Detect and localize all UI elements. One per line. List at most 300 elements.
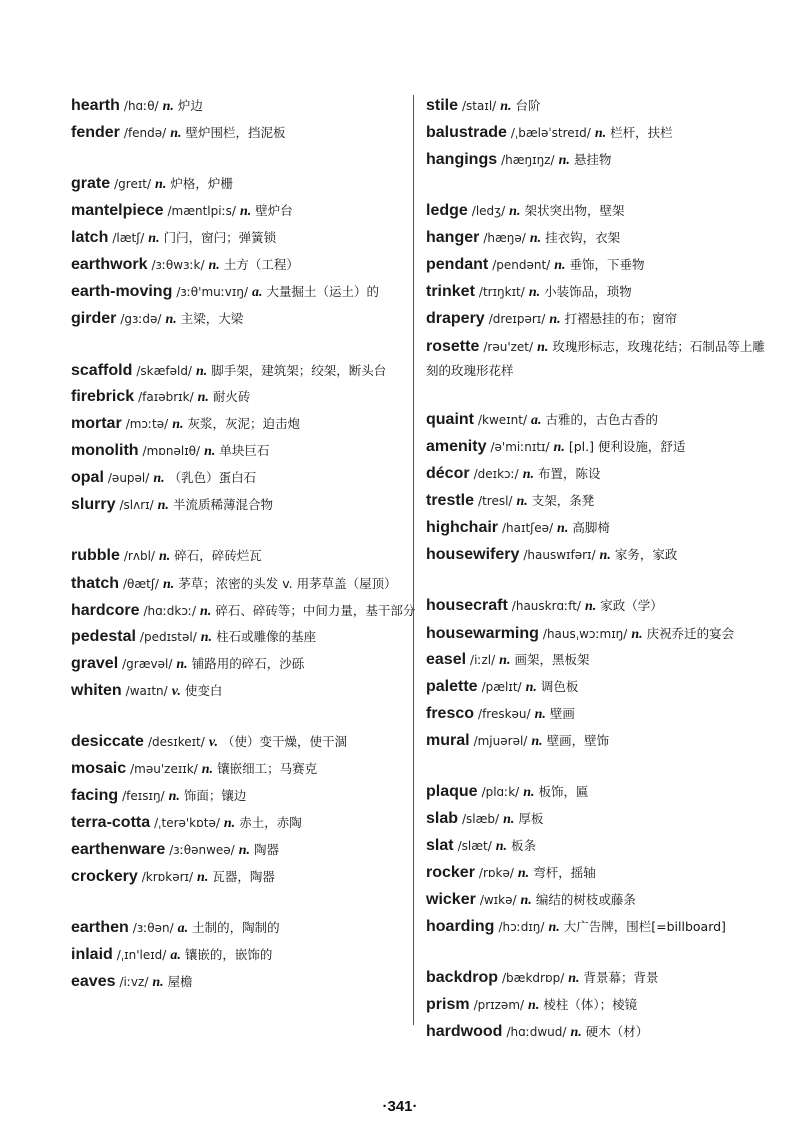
part-of-speech: n.: [520, 893, 532, 908]
headword: plaque: [426, 783, 478, 800]
headword: quaint: [426, 411, 474, 428]
definition: 厚板: [518, 811, 544, 826]
entry-pedestal: [71, 624, 416, 651]
definition: 大量掘土（运土）的: [266, 284, 380, 299]
headword: earth-moving: [71, 283, 173, 300]
entry-highchair: [426, 515, 771, 542]
entry-latch: [71, 225, 416, 252]
headword: whiten: [71, 682, 122, 699]
headword: monolith: [71, 442, 139, 459]
phonetic: /skæfəld/: [136, 364, 192, 378]
part-of-speech: n.: [495, 839, 508, 854]
entry-earthwork: [71, 252, 416, 279]
part-of-speech: n.: [570, 1025, 582, 1040]
entry-prism: [426, 992, 771, 1019]
headword: facing: [71, 787, 119, 804]
definition: 栏杆，扶栏: [610, 125, 673, 140]
definition: 架状突出物，壁架: [524, 203, 625, 218]
part-of-speech: n.: [529, 231, 542, 246]
phonetic: /ˌterə'kɒtə/: [154, 816, 220, 830]
definition: 壁炉台: [255, 203, 293, 218]
definition: 碎石、碎砖等；中间力量，基干部分: [215, 603, 416, 618]
part-of-speech: n.: [200, 604, 212, 619]
definition: 壁画，壁饰: [546, 733, 610, 748]
part-of-speech: n.: [548, 920, 560, 935]
entry-girder: [71, 306, 416, 333]
headword: girder: [71, 310, 117, 327]
phonetic: /greɪt/: [114, 177, 152, 191]
phonetic: /ɜːθ'muːvɪŋ/: [176, 285, 248, 299]
part-of-speech: n.: [599, 548, 611, 563]
group-spacer: [71, 519, 416, 543]
headword: trestle: [426, 492, 475, 509]
definition: 赤土，赤陶: [239, 815, 302, 830]
entry-crockery: [71, 864, 416, 891]
phonetic: /rɒkə/: [478, 866, 514, 880]
phonetic: /bækdrɒp/: [502, 971, 565, 985]
definition: 硬木（材）: [585, 1024, 649, 1039]
headword: hardcore: [71, 602, 140, 619]
headword: gravel: [71, 655, 119, 672]
phonetic: /ɜːθwɜːk/: [151, 258, 205, 272]
phonetic: /hæŋɪŋz/: [501, 153, 555, 167]
phonetic: /pendənt/: [492, 258, 551, 272]
entry-balustrade: [426, 120, 771, 147]
phonetic: /məu'zeɪɪk/: [130, 762, 198, 776]
definition: 板饰，匾: [538, 784, 589, 799]
part-of-speech: n.: [223, 816, 236, 831]
entry-group: [426, 407, 771, 569]
part-of-speech: n.: [631, 627, 643, 642]
column-divider: [413, 95, 414, 1025]
headword: slurry: [71, 496, 116, 513]
definition: [pl.] 便利设施，舒适: [568, 439, 686, 454]
headword: hangings: [426, 151, 498, 168]
part-of-speech: n.: [503, 812, 515, 827]
entry-eaves: [71, 969, 416, 996]
definition: 大广告牌，围栏[=billboard]: [563, 919, 726, 934]
entry-group: [426, 779, 771, 941]
headword: scaffold: [71, 362, 133, 379]
phonetic: /ɜːθənweə/: [169, 843, 235, 857]
definition: 调色板: [540, 679, 579, 694]
headword: palette: [426, 678, 478, 695]
part-of-speech: n.: [148, 231, 160, 246]
headword: amenity: [426, 438, 487, 455]
definition: 使变白: [184, 683, 223, 698]
headword: wicker: [426, 891, 476, 908]
definition: 柱石或雕像的基座: [216, 629, 317, 644]
definition: 半流质稀薄混合物: [172, 497, 273, 512]
definition: 板条: [511, 838, 537, 853]
definition: 土方（工程）: [223, 257, 299, 272]
entry-firebrick: [71, 384, 416, 411]
definition: 瓦器，陶器: [212, 869, 275, 884]
definition: 悬挂物: [573, 152, 612, 167]
part-of-speech: n.: [195, 364, 208, 379]
entry-d-cor: [426, 461, 771, 488]
part-of-speech: n.: [537, 340, 549, 355]
entry-group: [71, 357, 416, 519]
part-of-speech: n.: [239, 204, 252, 219]
phonetic: /slʌrɪ/: [119, 498, 154, 512]
entry-thatch: [71, 570, 416, 597]
headword: easel: [426, 651, 467, 668]
entry-drapery: [426, 306, 771, 333]
definition: 垂饰，下垂物: [569, 257, 645, 272]
group-spacer: [71, 333, 416, 357]
phonetic: /dreɪpərɪ/: [488, 312, 546, 326]
headword: earthenware: [71, 841, 166, 858]
entry-backdrop: [426, 965, 771, 992]
headword: drapery: [426, 310, 485, 327]
phonetic: /gɜːdə/: [120, 312, 162, 326]
headword: latch: [71, 229, 109, 246]
phonetic: /rʌbl/: [123, 549, 155, 563]
phonetic: /plɑːk/: [481, 785, 520, 799]
headword: hardwood: [426, 1023, 503, 1040]
phonetic: /iːzl/: [470, 653, 496, 667]
definition: 主梁，大梁: [180, 311, 244, 326]
phonetic: /fendə/: [123, 126, 167, 140]
phonetic: /hauswɪfərɪ/: [523, 548, 596, 562]
entry-grate: [71, 171, 416, 198]
entry-hardwood: [426, 1019, 771, 1046]
phonetic: /hɑːdkɔː/: [143, 604, 197, 618]
headword: crockery: [71, 868, 138, 885]
entry-plaque: [426, 779, 771, 806]
part-of-speech: n.: [516, 494, 528, 509]
headword: firebrick: [71, 388, 135, 405]
definition: 台阶: [515, 98, 541, 113]
part-of-speech: a.: [170, 948, 181, 963]
entry-amenity: [426, 434, 771, 461]
part-of-speech: n.: [584, 599, 597, 614]
definition: 门闩，窗闩；弹簧锁: [163, 230, 277, 245]
entry-fresco: [426, 701, 771, 728]
phonetic: /prɪzəm/: [473, 998, 525, 1012]
definition: 打褶悬挂的布；窗帘: [564, 311, 678, 326]
headword: fender: [71, 124, 120, 141]
entry-housewifery: [426, 542, 771, 569]
definition: （乳色）蛋白石: [168, 470, 257, 485]
part-of-speech: n.: [517, 866, 530, 881]
part-of-speech: n.: [525, 680, 537, 695]
definition: 家政（学）: [600, 598, 663, 613]
headword: rocker: [426, 864, 475, 881]
definition: 饰面；镶边: [183, 788, 247, 803]
phonetic: /pælɪt/: [481, 680, 522, 694]
headword: earthen: [71, 919, 129, 936]
phonetic: /kweɪnt/: [478, 413, 528, 427]
definition: 碎石，碎砖烂瓦: [174, 548, 262, 563]
definition: 陶器: [253, 842, 279, 857]
group-spacer: [426, 383, 771, 407]
entry-stile: [426, 93, 771, 120]
part-of-speech: n.: [197, 390, 209, 405]
entry-group: [71, 543, 416, 705]
entry-monolith: [71, 438, 416, 465]
phonetic: /ə'miːnɪtɪ/: [490, 440, 550, 454]
part-of-speech: n.: [153, 471, 165, 486]
entry-facing: [71, 783, 416, 810]
definition: 棱柱（体）；棱镜: [543, 997, 638, 1012]
part-of-speech: n.: [197, 870, 209, 885]
phonetic: /slæb/: [462, 812, 500, 826]
headword: terra-cotta: [71, 814, 151, 831]
part-of-speech: n.: [172, 417, 184, 432]
entry-group: [71, 915, 416, 996]
part-of-speech: n.: [200, 630, 213, 645]
phonetic: /rəu'zet/: [483, 340, 534, 354]
headword: inlaid: [71, 946, 113, 963]
entry-gravel: [71, 651, 416, 678]
part-of-speech: n.: [554, 258, 566, 273]
left-column: [71, 93, 416, 996]
entry-palette: [426, 674, 771, 701]
definition: （使）变干燥，使干涸: [222, 734, 348, 749]
phonetic: /desɪkeɪt/: [147, 735, 205, 749]
definition: 小装饰品，琐物: [544, 284, 632, 299]
part-of-speech: n.: [500, 99, 512, 114]
part-of-speech: a.: [252, 285, 263, 300]
entry-group: [426, 198, 771, 383]
phonetic: /staɪl/: [462, 99, 497, 113]
part-of-speech: n.: [158, 549, 171, 564]
group-spacer: [426, 941, 771, 965]
part-of-speech: v.: [171, 684, 181, 699]
phonetic: /əupəl/: [107, 471, 150, 485]
definition: 背景幕；背景: [583, 970, 659, 985]
entry-group: [71, 729, 416, 891]
group-spacer: [426, 569, 771, 593]
phonetic: /hausˌwɔːmɪŋ/: [542, 627, 628, 641]
phonetic: /freskəu/: [478, 707, 531, 721]
definition: 玫瑰形标志，玫瑰花结；石制品等上雕刻的玫瑰形花样: [426, 339, 765, 378]
phonetic: /θætʃ/: [123, 577, 159, 591]
headword: mural: [426, 732, 470, 749]
entry-earth-moving: [71, 279, 416, 306]
headword: earthwork: [71, 256, 148, 273]
definition: 支架，条凳: [531, 493, 595, 508]
headword: housewifery: [426, 546, 520, 563]
part-of-speech: n.: [522, 467, 535, 482]
headword: fresco: [426, 705, 475, 722]
entry-hanger: [426, 225, 771, 252]
entry-housecraft: [426, 593, 771, 620]
part-of-speech: n.: [165, 312, 177, 327]
definition: 脚手架，建筑架；绞架，断头台: [211, 363, 387, 378]
definition: 壁画: [549, 706, 575, 721]
headword: backdrop: [426, 969, 499, 986]
entry-pendant: [426, 252, 771, 279]
group-spacer: [71, 705, 416, 729]
entry-terra-cotta: [71, 810, 416, 837]
headword: hoarding: [426, 918, 495, 935]
phonetic: /ˌbæləˈstreɪd/: [510, 126, 591, 140]
headword: grate: [71, 175, 111, 192]
entry-inlaid: [71, 942, 416, 969]
part-of-speech: n.: [509, 204, 521, 219]
headword: highchair: [426, 519, 499, 536]
definition: 画架，黑板架: [514, 652, 590, 667]
phonetic: /pedɪstəl/: [139, 630, 197, 644]
phonetic: /wɪkə/: [479, 893, 517, 907]
definition: 编结的树枝或藤条: [535, 892, 636, 907]
phonetic: /waɪtn/: [125, 684, 168, 698]
entry-rosette: [426, 333, 771, 383]
headword: mantelpiece: [71, 202, 164, 219]
headword: trinket: [426, 283, 475, 300]
phonetic: /hɑːθ/: [123, 99, 159, 113]
phonetic: /hæŋə/: [483, 231, 526, 245]
part-of-speech: n.: [201, 762, 214, 777]
part-of-speech: n.: [155, 177, 167, 192]
entry-hearth: [71, 93, 416, 120]
right-column: [426, 93, 771, 1046]
phonetic: /faɪəbrɪk/: [138, 390, 194, 404]
headword: pedestal: [71, 628, 136, 645]
part-of-speech: n.: [499, 653, 511, 668]
part-of-speech: n.: [162, 577, 175, 592]
entry-mosaic: [71, 756, 416, 783]
entry-hardcore: [71, 597, 416, 624]
group-spacer: [71, 891, 416, 915]
definition: 挂衣钩，衣架: [545, 230, 621, 245]
entry-trestle: [426, 488, 771, 515]
definition: 镶嵌细工；马赛克: [217, 761, 318, 776]
phonetic: /hɑːdwud/: [506, 1025, 567, 1039]
definition: 耐火砖: [212, 389, 251, 404]
definition: 家务，家政: [614, 547, 678, 562]
phonetic: /mɔːtə/: [125, 417, 169, 431]
part-of-speech: n.: [557, 521, 569, 536]
definition: 炉边: [177, 98, 203, 113]
headword: hearth: [71, 97, 120, 114]
part-of-speech: n.: [168, 789, 180, 804]
definition: 灰浆，灰泥；迫击炮: [187, 416, 300, 431]
entry-slat: [426, 833, 771, 860]
group-spacer: [426, 755, 771, 779]
headword: housecraft: [426, 597, 508, 614]
entry-mural: [426, 728, 771, 755]
definition: 高脚椅: [572, 520, 610, 535]
definition: 布置，陈设: [538, 466, 601, 481]
definition: 铺路用的碎石，沙砾: [191, 656, 305, 671]
part-of-speech: n.: [534, 707, 546, 722]
part-of-speech: n.: [523, 785, 535, 800]
entry-slab: [426, 806, 771, 833]
headword: pendant: [426, 256, 489, 273]
headword: rosette: [426, 338, 480, 355]
headword: housewarming: [426, 625, 539, 642]
group-spacer: [71, 147, 416, 171]
phonetic: /ˌɪn'leɪd/: [116, 948, 167, 962]
part-of-speech: n.: [152, 975, 164, 990]
page-number: ·341·: [382, 1098, 418, 1115]
entry-slurry: [71, 492, 416, 519]
entry-group: [71, 171, 416, 333]
entry-wicker: [426, 887, 771, 914]
definition: 镶嵌的，嵌饰的: [184, 947, 273, 962]
part-of-speech: n.: [204, 444, 216, 459]
part-of-speech: n.: [157, 498, 169, 513]
part-of-speech: v.: [208, 735, 219, 750]
entry-quaint: [426, 407, 771, 434]
definition: 屋檐: [167, 974, 193, 989]
entry-fender: [71, 120, 416, 147]
definition: 弯杆，摇轴: [533, 865, 596, 880]
headword: stile: [426, 97, 459, 114]
headword: opal: [71, 469, 104, 486]
headword: mosaic: [71, 760, 127, 777]
phonetic: /tresl/: [478, 494, 513, 508]
part-of-speech: n.: [594, 126, 607, 141]
entry-hoarding: [426, 914, 771, 941]
headword: rubble: [71, 547, 120, 564]
headword: eaves: [71, 973, 116, 990]
entry-hangings: [426, 147, 771, 174]
headword: hanger: [426, 229, 480, 246]
part-of-speech: n.: [170, 126, 182, 141]
phonetic: /hɔːdɪŋ/: [498, 920, 545, 934]
part-of-speech: n.: [528, 285, 541, 300]
headword: thatch: [71, 575, 119, 592]
entry-earthen: [71, 915, 416, 942]
part-of-speech: n.: [549, 312, 561, 327]
entry-ledge: [426, 198, 771, 225]
entry-desiccate: [71, 729, 416, 756]
phonetic: /trɪŋkɪt/: [478, 285, 525, 299]
entry-easel: [426, 647, 771, 674]
entry-housewarming: [426, 620, 771, 647]
phonetic: /mɒnəlɪθ/: [142, 444, 201, 458]
entry-rubble: [71, 543, 416, 570]
part-of-speech: n.: [568, 971, 580, 986]
definition: 单块巨石: [219, 443, 270, 458]
phonetic: /mæntlpiːs/: [167, 204, 236, 218]
entry-mortar: [71, 411, 416, 438]
definition: 庆祝乔迁的宴会: [646, 626, 735, 641]
entry-opal: [71, 465, 416, 492]
entry-rocker: [426, 860, 771, 887]
part-of-speech: a.: [531, 413, 542, 428]
part-of-speech: n.: [208, 258, 220, 273]
definition: 茅草；浓密的头发 v. 用茅草盖（屋顶）: [178, 576, 397, 591]
phonetic: /haɪtʃeə/: [502, 521, 554, 535]
entry-trinket: [426, 279, 771, 306]
part-of-speech: n.: [162, 99, 174, 114]
group-spacer: [426, 174, 771, 198]
phonetic: /feɪsɪŋ/: [122, 789, 165, 803]
headword: desiccate: [71, 733, 144, 750]
phonetic: /mjuərəl/: [473, 734, 528, 748]
part-of-speech: n.: [558, 153, 570, 168]
headword: décor: [426, 465, 470, 482]
headword: slab: [426, 810, 459, 827]
entry-group: [426, 93, 771, 174]
headword: balustrade: [426, 124, 507, 141]
phonetic: /krɒkərɪ/: [141, 870, 194, 884]
definition: 土制的，陶制的: [192, 920, 280, 935]
entry-group: [426, 965, 771, 1046]
phonetic: /ɜːθən/: [132, 921, 174, 935]
phonetic: /hauskrɑːft/: [511, 599, 581, 613]
part-of-speech: a.: [177, 921, 189, 936]
part-of-speech: n.: [176, 657, 188, 672]
phonetic: /grævəl/: [122, 657, 173, 671]
headword: mortar: [71, 415, 122, 432]
